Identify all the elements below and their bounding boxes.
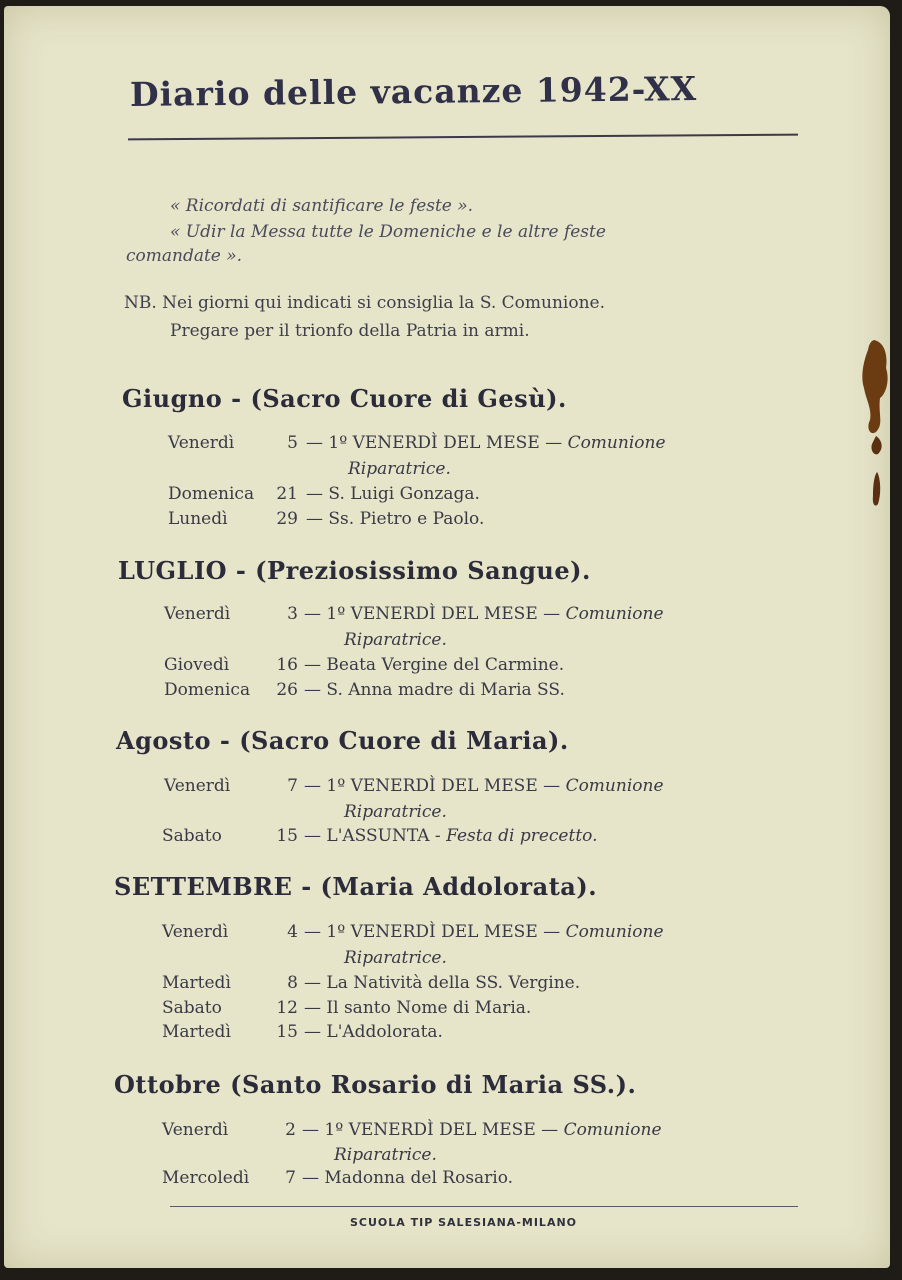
entry-number: 12 [276,998,298,1018]
entry-day: Sabato [162,998,222,1018]
entry-day: Venerdì [168,433,235,453]
entry-number: 7 [285,1168,296,1188]
entry-day: Venerdì [164,776,231,796]
entry-number: 15 [276,1022,298,1042]
entry-description: — S. Luigi Gonzaga. [306,484,480,504]
entry-description: — L'ASSUNTA - [304,826,441,846]
nb-line-2: Pregare per il trionfo della Patria in armi. [170,321,530,341]
month-heading-agosto: Agosto - (Sacro Cuore di Maria). [116,726,569,755]
entry-description: — Ss. Pietro e Paolo. [306,509,485,529]
entry-continuation: Riparatrice. [344,630,447,650]
entry-day: Venerdì [164,604,231,624]
entry-description-italic: Comunione [565,604,664,624]
entry-description: — 1º VENERDÌ DEL MESE — [306,433,563,453]
entry-number: 2 [285,1120,296,1140]
entry-day: Venerdì [162,922,229,942]
entry-day: Giovedì [164,655,230,675]
entry-number: 3 [287,604,298,624]
entry-number: 26 [276,680,298,700]
quote-line-3: comandate ». [126,246,243,266]
entry-continuation: Riparatrice. [334,1145,437,1165]
entry-description: — Beata Vergine del Carmine. [304,655,565,675]
entry-day: Martedì [162,973,231,993]
entry-description: — 1º VENERDÌ DEL MESE — [302,1120,559,1140]
page-title: Diario delle vacanze 1942-XX [129,69,698,114]
entry-day: Domenica [168,484,255,504]
entry-day: Sabato [162,826,222,846]
entry-day: Venerdì [162,1120,229,1140]
entry-description: — 1º VENERDÌ DEL MESE — [304,922,561,942]
entry-day: Domenica [164,680,251,700]
entry-description: — 1º VENERDÌ DEL MESE — [304,604,561,624]
footer-rule [170,1206,798,1207]
booklet-page [4,6,890,1268]
entry-description-italic: Comunione [563,1120,662,1140]
entry-description: — Madonna del Rosario. [302,1168,514,1188]
entry-description: — L'Addolorata. [304,1022,443,1042]
entry-description: — S. Anna madre di Maria SS. [304,680,565,700]
printer-imprint: SCUOLA TIP SALESIANA-MILANO [350,1216,578,1229]
title-rule [128,134,798,141]
entry-description-italic: Comunione [567,433,666,453]
entry-number: 7 [287,776,298,796]
entry-number: 29 [276,509,298,529]
entry-number: 21 [276,484,298,504]
entry-description: — Il santo Nome di Maria. [304,998,532,1018]
entry-continuation: Riparatrice. [344,802,447,822]
ink-stain [856,336,892,516]
entry-number: 8 [287,973,298,993]
entry-continuation: Riparatrice. [348,459,451,479]
entry-description-italic: Comunione [565,922,664,942]
entry-description-italic: Festa di precetto. [446,826,598,846]
entry-description: — 1º VENERDÌ DEL MESE — [304,776,561,796]
entry-description-italic: Comunione [565,776,664,796]
month-heading-luglio: LUGLIO - (Preziosissimo Sangue). [118,556,591,585]
entry-day: Martedì [162,1022,231,1042]
entry-description: — La Natività della SS. Vergine. [304,973,581,993]
quote-line-2: « Udir la Messa tutte le Domeniche e le altre feste [170,222,606,242]
entry-day: Mercoledì [162,1168,250,1188]
quote-line-1: « Ricordati di santificare le feste ». [170,196,474,216]
month-heading-settembre: SETTEMBRE - (Maria Addolorata). [114,872,598,901]
entry-number: 5 [287,433,298,453]
nb-line-1: NB. Nei giorni qui indicati si consiglia la S. Comunione. [124,293,606,313]
entry-number: 15 [276,826,298,846]
entry-number: 16 [276,655,298,675]
entry-day: Lunedì [168,509,228,529]
month-heading-giugno: Giugno - (Sacro Cuore di Gesù). [122,384,567,413]
entry-continuation: Riparatrice. [344,948,447,968]
entry-number: 4 [287,922,298,942]
month-heading-ottobre: Ottobre (Santo Rosario di Maria SS.). [114,1070,637,1099]
